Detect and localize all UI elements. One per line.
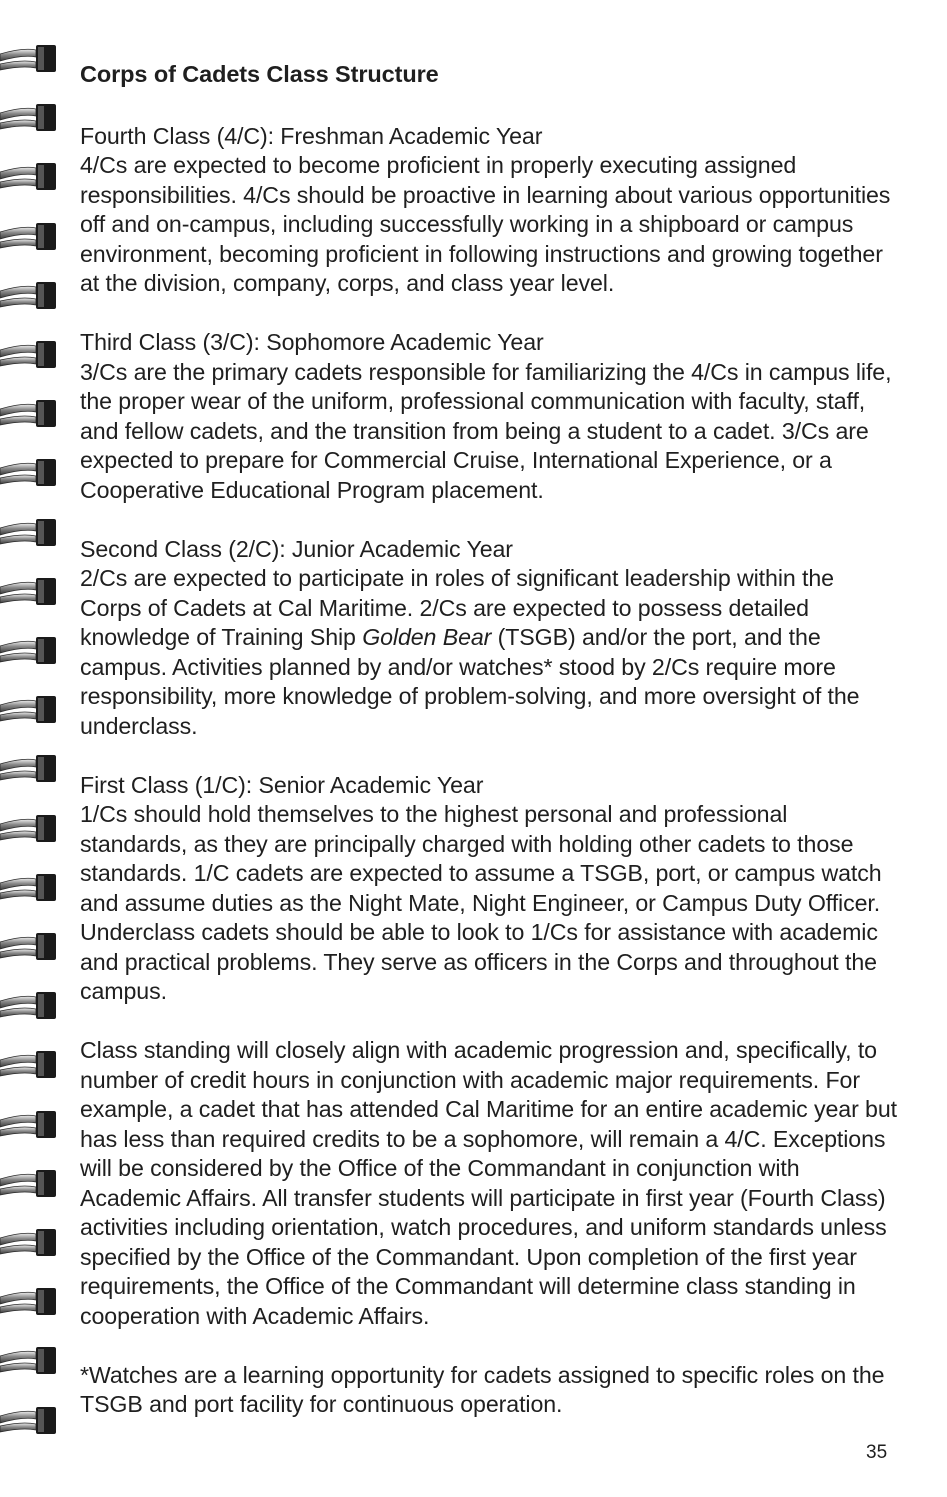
watches-footnote [80,1361,900,1420]
binding-ring-icon [0,1226,60,1260]
binding-ring-icon [0,1344,60,1378]
binding-ring-icon [0,160,60,194]
binding-ring-icon [0,871,60,905]
binding-ring-icon [0,1108,60,1142]
binding-ring-icon [0,1285,60,1319]
binding-ring-icon [0,220,60,254]
section-fourth-class [80,122,900,299]
binding-ring-icon [0,812,60,846]
section-body [80,564,900,741]
binding-ring-icon [0,693,60,727]
binding-ring-icon [0,338,60,372]
section-body: 3/Cs are the primary cadets responsible for familiarizing the 4/Cs in campus life, the proper wear of the uniform, professional communication with faculty, staff, and fellow cadets, and the transition from being a student to a cadet. 3/Cs are expected to prepare for Commercial Cruise, International Experience, or a Cooperative Educational Program placement. [80,358,892,503]
binding-ring-icon [0,634,60,668]
section-first-class [80,771,900,1007]
section-body: 1/Cs should hold themselves to the highest personal and professional standards, as they are principally charged with holding other cadets to those standards. 1/C cadets are expected to assume a TSGB, port, or campus watch and assume duties as the Night Mate, Night Engineer, or Campus Duty Officer. Underclass cadets should be able to look to 1/Cs for assistance with academic and practical problems. They serve as officers in the Corps and throughout the campus. [80,801,882,1004]
binding-ring-icon [0,397,60,431]
body-text: (TSGB) and/or the port, and the campus. Activities planned by and/or watches* stood by 2/Cs require more responsibility, more knowledge of problem-solving, and more oversight of the underclass. [80,624,860,739]
paragraph-text: Class standing will closely align with academic progression and, specifically, to number of credit hours in conjunction with academic major requirements. For example, a cadet that has attended Cal Maritime for an entire academic year but has less than required credits to be a sophomore, will remain a 4/C. Exceptions will be considered by the Office of the Commandant in conjunction with Academic Affairs. All transfer students will participate in first year (Fourth Class) activities including orientation, watch procedures, and uniform standards unless specified by the Office of the Commandant. Upon completion of the first year requirements, the Office of the Commandant will determine class standing in cooperation with Academic Affairs. [80,1037,897,1329]
binding-ring-icon [0,575,60,609]
binding-ring-icon [0,1404,60,1438]
spiral-binding [0,0,62,1497]
binding-ring-icon [0,456,60,490]
footnote-text: *Watches are a learning opportunity for cadets assigned to specific roles on the TSGB and port facility for continuous operation. [80,1361,885,1417]
section-title: Second Class (2/C): Junior Academic Year [80,535,513,562]
binding-ring-icon [0,989,60,1023]
page-number: 35 [866,1442,888,1463]
binding-ring-icon [0,279,60,313]
class-standing-paragraph [80,1036,900,1331]
page-content [80,60,900,1420]
section-body: 4/Cs are expected to become proficient in properly executing assigned responsibilities. 4/Cs should be proactive in learning about various opportunities off and on-campus, including successfully working in a shipboard or campus environment, becoming proficient in following instructions and growing together at the division, company, corps, and class year level. [80,152,891,296]
page-title: Corps of Cadets Class Structure [80,61,439,87]
binding-ring-icon [0,101,60,135]
binding-ring-icon [0,42,60,76]
section-third-class [80,328,900,505]
binding-ring-icon [0,516,60,550]
section-title: First Class (1/C): Senior Academic Year [80,771,484,798]
binding-ring-icon [0,1167,60,1201]
section-second-class [80,535,900,742]
binding-ring-icon [0,930,60,964]
section-title: Fourth Class (4/C): Freshman Academic Year [80,122,543,149]
binding-ring-icon [0,1048,60,1082]
ship-name: Golden Bear [362,624,492,650]
section-title: Third Class (3/C): Sophomore Academic Year [80,329,544,355]
body-text: 2/Cs are expected to participate in roles of significant leadership within the Corps of Cadets at Cal Maritime. 2/Cs are expected to possess detailed knowledge of Training Ship [80,565,834,650]
binding-ring-icon [0,752,60,786]
